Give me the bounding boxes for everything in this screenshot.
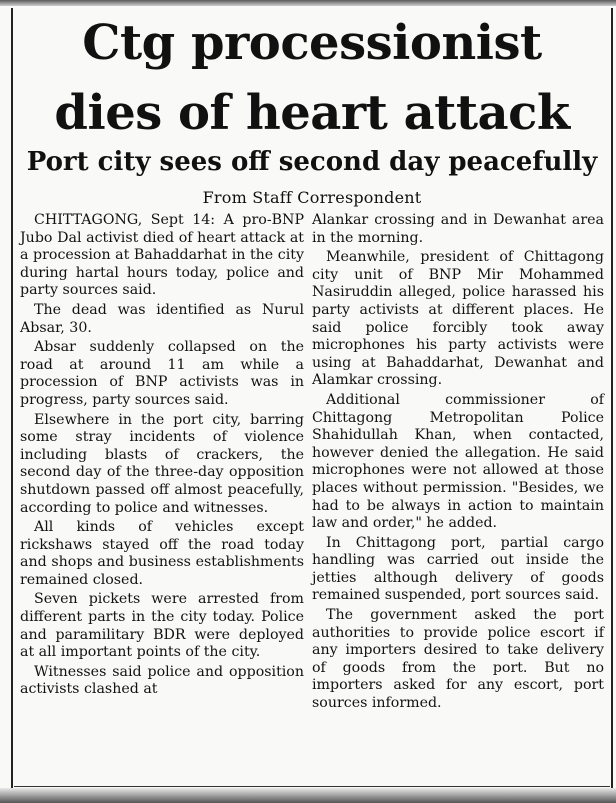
top-border bbox=[0, 0, 616, 6]
paragraph: Elsewhere in the port city, barring some stray incidents of violence including blasts of crackers, the second day of the three-day opposition shutdown passed off almost peacefully, according to police and witnesses. bbox=[20, 411, 304, 516]
subheadline: Port city sees off second day peacefully bbox=[26, 147, 598, 177]
paragraph: The dead was identified as Nurul Absar, 30. bbox=[20, 301, 304, 336]
paragraph: The government asked the port authorities to provide police escort if any importers desired to take delivery of goods from the port. But no importers asked for any escort, port sources informed. bbox=[312, 607, 604, 712]
paragraph: Meanwhile, president of Chittagong city unit of BNP Mir Mohammed Nasiruddin alleged, police harassed his party activists at different places. He said police forcibly took away microphones his party activists were using at Bahaddarhat, Dewanhat and Alamkar crossing. bbox=[312, 249, 604, 389]
headline-line-2: dies of heart attack bbox=[54, 85, 570, 141]
paragraph: Additional commissioner of Chittagong Metropolitan Police Shahidullah Khan, when contacted, however denied the allegation. He said microphones were not allowed at those places without permission. "Besides, we had to be always in action to maintain law and order," he added. bbox=[312, 391, 604, 532]
paragraph: Seven pickets were arrested from different parts in the city today. Police and paramilitary BDR were deployed at all important points of the city. bbox=[20, 591, 304, 661]
paragraph: All kinds of vehicles except rickshaws stayed off the road today and shops and business establishments remained closed. bbox=[20, 519, 304, 588]
paragraph: Alankar crossing and in Dewanhat area in the morning. bbox=[312, 212, 604, 246]
paragraph: Witnesses said police and opposition activists clashed at bbox=[20, 663, 304, 698]
paragraph: CHITTAGONG, Sept 14: A pro-BNP Jubo Dal activist died of heart attack at a procession at Bahaddarhat in the city during hartal hours today, police and party sources said. bbox=[20, 212, 304, 299]
article-column-2 bbox=[312, 212, 604, 715]
right-column-rule bbox=[611, 8, 613, 794]
bottom-border bbox=[0, 788, 616, 803]
byline: From Staff Correspondent bbox=[202, 188, 422, 207]
paragraph: In Chittagong port, partial cargo handling was carried out inside the jetties although delivery of goods remained suspended, port sources said. bbox=[312, 534, 604, 604]
left-column-rule bbox=[11, 8, 13, 794]
bottom-rule bbox=[14, 786, 610, 787]
article-column-1 bbox=[20, 212, 304, 701]
headline-line-1: Ctg processionist bbox=[82, 15, 542, 71]
paragraph: Absar suddenly collapsed on the road at around 11 am while a procession of BNP activists was in progress, party sources said. bbox=[20, 339, 304, 408]
